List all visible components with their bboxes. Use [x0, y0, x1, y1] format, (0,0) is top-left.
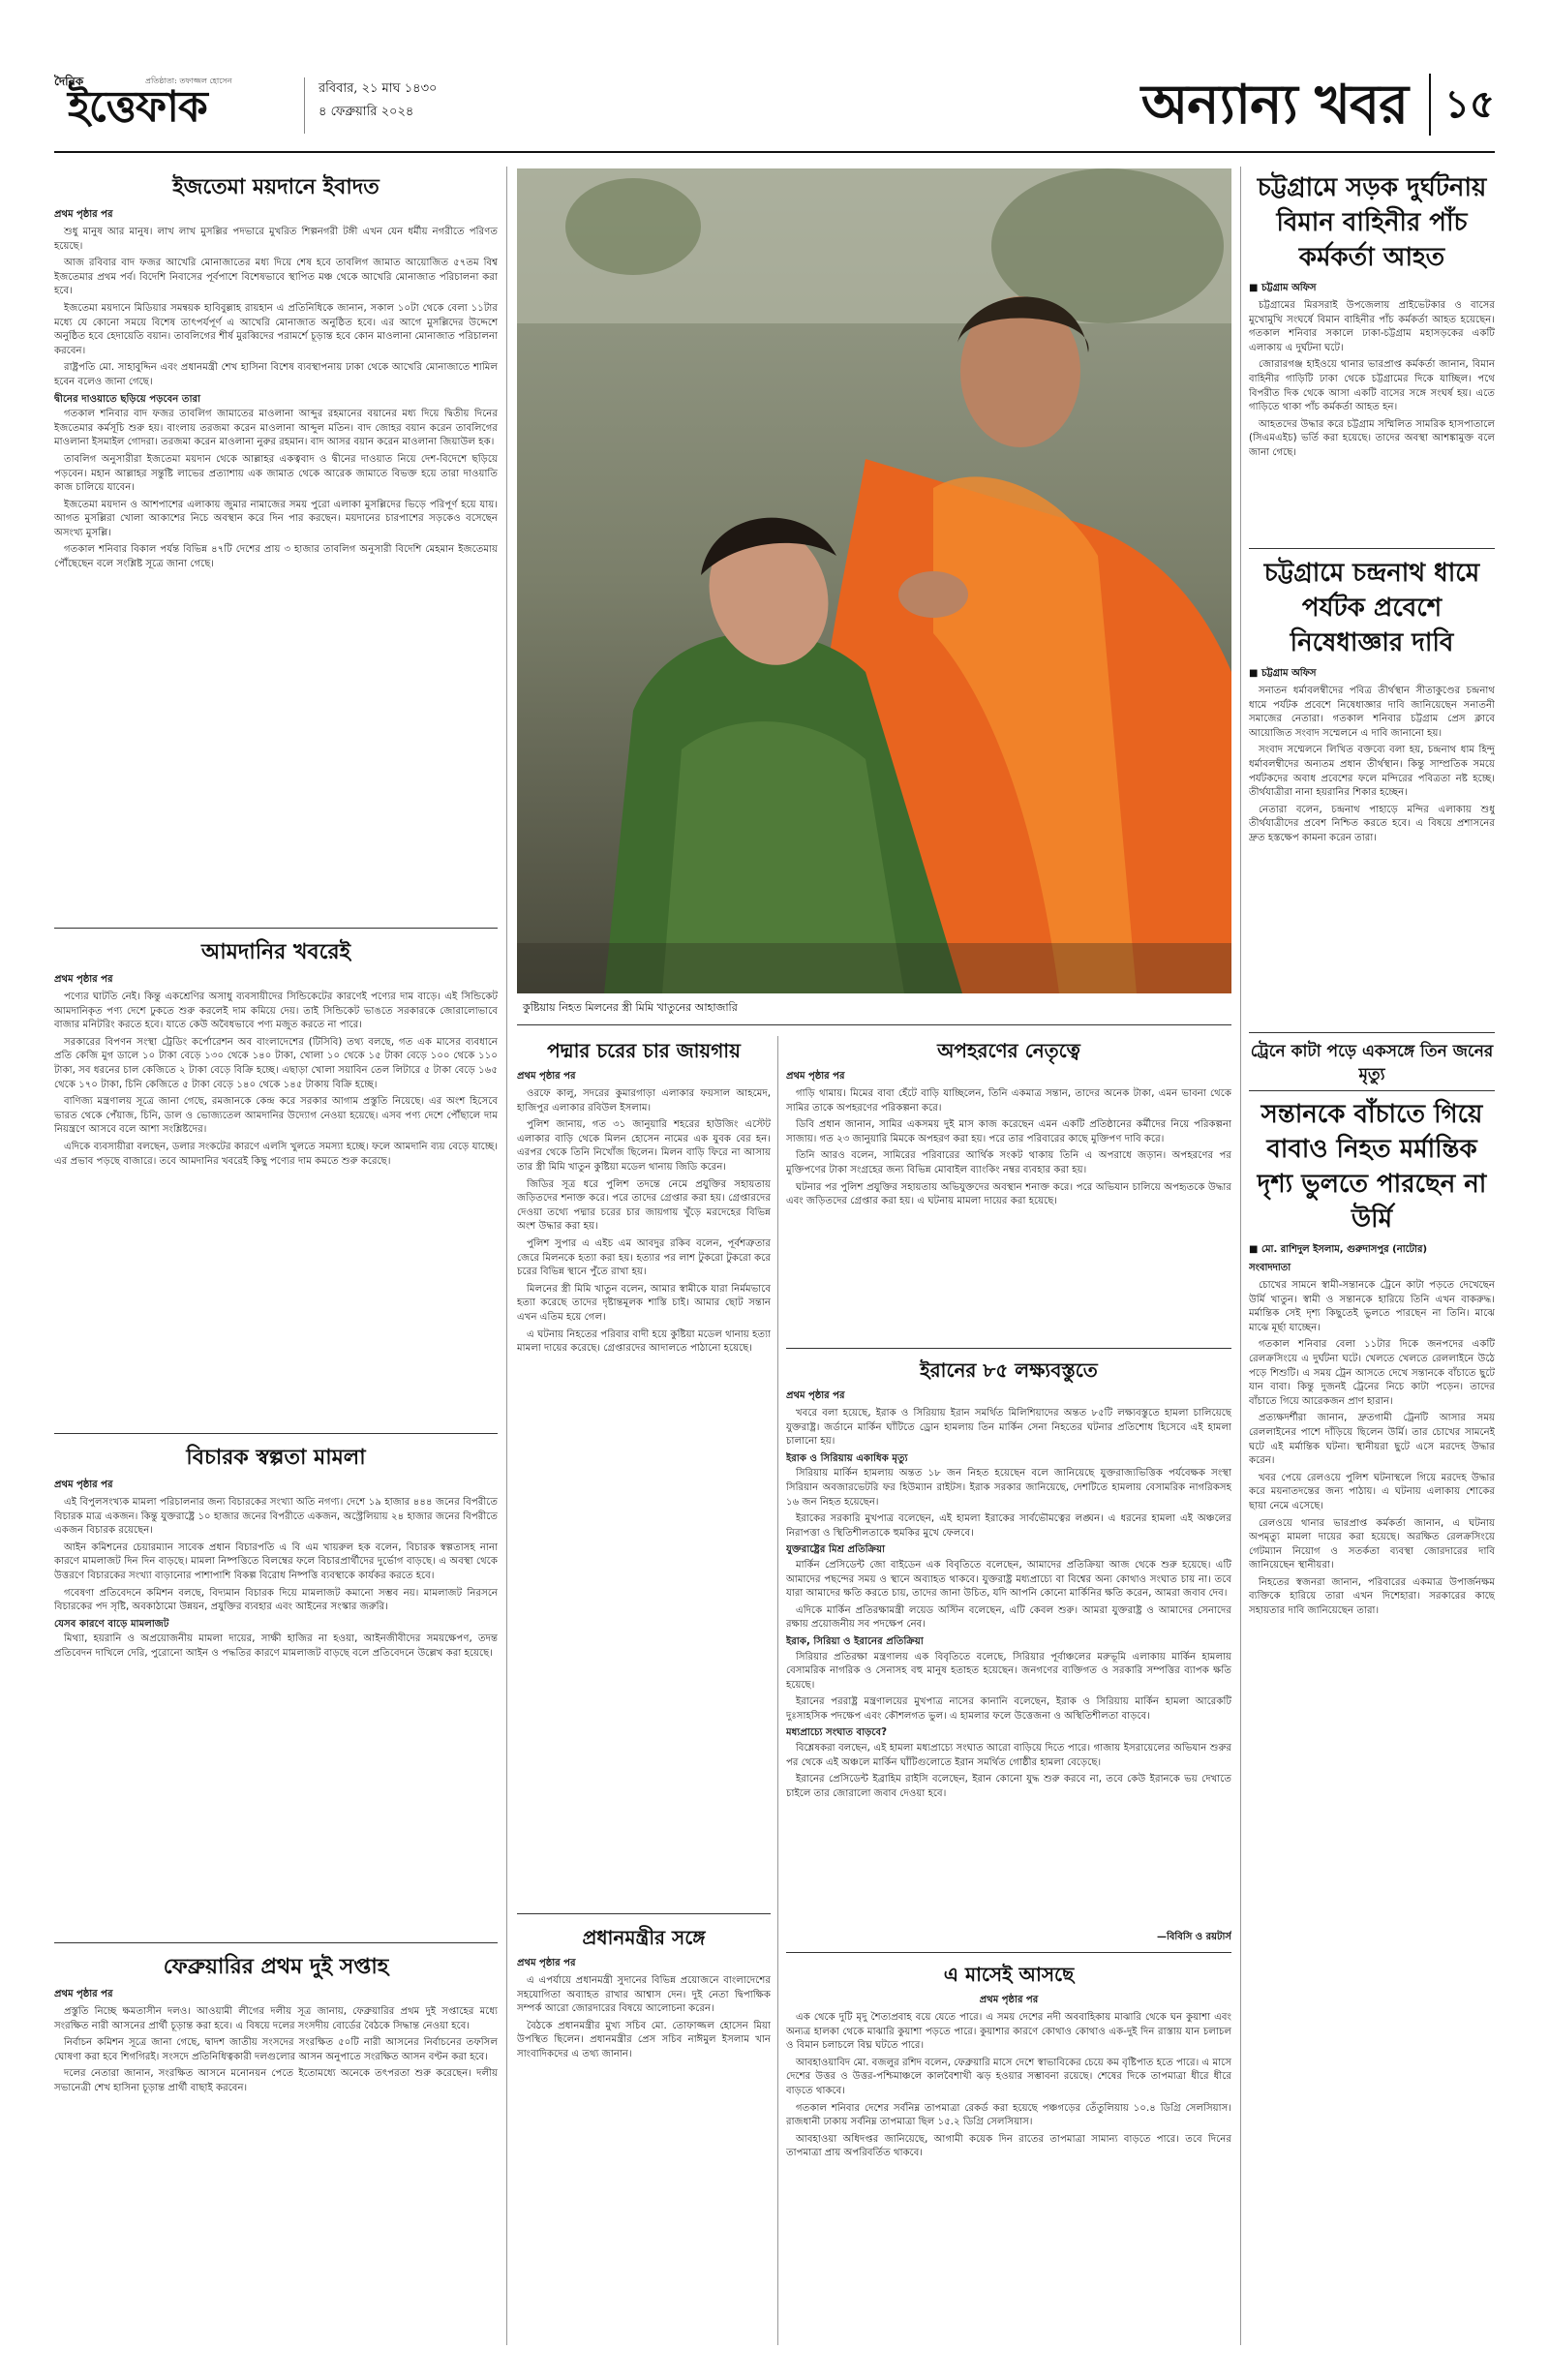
paragraph: পুলিশ জানায়, গত ৩১ জানুয়ারি শহরের হাউজিং এস্টেট এলাকার বাড়ি থেকে মিলন হোসেন নামের এক যুবক বের হন। এরপর থেকে তিনি নিখোঁজ ছিলেন। মিলন বাড়ি ফিরে না আসায় তার স্ত্রী মিমি খাতুন কুষ্টিয়া মডেল থানায় জিডি করেন।	[517, 1119, 771, 1173]
article-body	[54, 2005, 498, 2096]
paragraph: সরকারের বিপণন সংস্থা ট্রেডিং কর্পোরেশন অব বাংলাদেশের (টিসিবি) তথ্য বলছে, গত এক মাসের ব্যবধানে প্রতি কেজি মুগ ডালে ১০ টাকা বেড়ে ১৩০ থেকে ১৪০ টাকা, খোলা ১০ থেকে ১৫ টাকা বেড়ে ১০০ থেকে ১১০ টাকা, সব ধরনের চাল কেজিতে ২ টাকা বেড়ে বিক্রি হচ্ছে। এছাড়া খোলা সয়াবিন তেল লিটারে ৫ টাকা বেড়ে ১৬৫ থেকে ১৭০ টাকা, চিনি কেজিতে ৫ টাকা বেড়ে ১৪০ থেকে ১৪৫ টাকায় বিক্রি হচ্ছে।	[54, 1036, 498, 1090]
paragraph: মিলনের স্ত্রী মিমি খাতুন বলেন, আমার স্বামীকে যারা নির্মমভাবে হত্যা করেছে তাদের দৃষ্টান্তমূলক শাস্তি চাই। আমার ছোট সন্তান এখন এতিম হয়ে গেল।	[517, 1283, 771, 1323]
continuation-label: প্রথম পৃষ্ঠার পর	[786, 1390, 845, 1401]
paragraph: গতকাল শনিবার বাদ ফজর তাবলিগ জামাতের মাওলানা আব্দুর রহমানের বয়ানের মধ্য দিয়ে দ্বিতীয় দিনের ইজতেমার কর্মসূচি শুরু হয়। বাংলায় তরজমা করেন মাওলানা আব্দুল মতিন। বাদ জোহর বয়ান করেন তাবলিগের মাওলানা ইসমাইল গোদরা। তরজমা করেন মাওলানা নুরুর রহমান। বাদ আসর বয়ান করেন মাওলানা জিয়াউল হক।	[54, 409, 498, 448]
paragraph: ইরানের প্রেসিডেন্ট ইব্রাহিম রাইসি বলেছেন, ইরান কোনো যুদ্ধ শুরু করবে না, তবে কেউ ইরানকে ভয় দেখাতে চাইলে তার জোরালো জবাব দেওয়া হবে।	[786, 1774, 1231, 1799]
column-rule	[506, 167, 507, 2345]
headline: ফেব্রুয়ারির প্রথম দুই সপ্তাহ	[163, 1954, 389, 1979]
article-body	[1249, 1279, 1495, 1619]
continuation-label: প্রথম পৃষ্ঠার পর	[54, 974, 113, 985]
news-source: —বিবিসি ও রয়টার্স	[1151, 1930, 1231, 1946]
paragraph: আজ রবিবার বাদ ফজর আখেরি মোনাজাতের মধ্য দিয়ে শেষ হবে তাবলিগ জামাত আয়োজিত ৫৭তম বিশ্ব ইজতেমার প্রথম পর্ব। বিদেশি নিবাসের পূর্বপাশে বিশেষভাবে স্থাপিত মঞ্চ থেকে আখেরি মোনাজাত পরিচালনা করা হবে।	[54, 258, 498, 297]
byline-role: সংবাদদাতা	[1249, 1263, 1291, 1273]
paragraph: বাণিজ্য মন্ত্রণালয় সূত্রে জানা গেছে, রমজানকে কেন্দ্র করে সরকার আগাম প্রস্তুতি নিয়েছে। এর অংশ হিসেবে ভারত থেকে পেঁয়াজ, চিনি, ডাল ও ভোজ্যতেল আমদানির উদ্যোগ নেওয়া হয়েছে। এসব পণ্য দেশে পৌঁছালে দাম নিয়ন্ত্রণে আসবে বলে আশা সংশ্লিষ্টদের।	[54, 1096, 498, 1136]
paragraph: আইন কমিশনের চেয়ারম্যান সাবেক প্রধান বিচারপতি এ বি এম খায়রুল হক বলেন, বিচারক স্বল্পতাসহ নানা কারণে মামলাজট দিন দিন বাড়ছে। মামলা নিষ্পত্তিতে বিলম্বের ফলে বিচারপ্রার্থীদের দুর্ভোগ বাড়ছে। এ অবস্থা থেকে উত্তরণে বিচারকের সংখ্যা বাড়ানোর পাশাপাশি বিকল্প বিরোধ নিষ্পত্তি ব্যবস্থাকে কার্যকর করতে হবে।	[54, 1541, 498, 1581]
date-gregorian: ৪ ফেব্রুয়ারি ২০২৪	[319, 105, 414, 119]
subheading: মধ্যপ্রাচ্যে সংঘাত বাড়বে?	[786, 1727, 888, 1739]
article-body	[786, 2011, 1231, 2161]
article-body	[1249, 299, 1495, 461]
byline-text: চট্টগ্রাম অফিস	[1260, 283, 1317, 293]
paragraph: তিনি আরও বলেন, সামিরের পরিবারের আর্থিক সংকট থাকায় তিনি এ অপরাধে জড়ান। অপহরণের পর মুক্তিপণের টাকা সংগ্রহের জন্য বিভিন্ন মোবাইল ব্যাংকিং নম্বর ব্যবহার করা হয়।	[786, 1150, 1231, 1175]
paragraph: আবহাওয়া অধিদপ্তর জানিয়েছে, আগামী কয়েক দিন রাতের তাপমাত্রা সামান্য বাড়তে পারে। তবে দিনের তাপমাত্রা প্রায় অপরিবর্তিত থাকবে।	[786, 2133, 1231, 2159]
paragraph: ওরফে কালু, সদরের কুমারগাড়া এলাকার ফয়সাল আহমেদ, হাজিপুর এলাকার রবিউল ইসলাম।	[517, 1088, 771, 1114]
headline: প্রধানমন্ত্রীর সঙ্গে	[582, 1926, 706, 1949]
paragraph: প্রত্যক্ষদর্শীরা জানান, দ্রুতগামী ট্রেনটি আসার সময় রেললাইনের পাশে দাঁড়িয়ে ছিলেন উর্মি। তার চোখের সামনেই ঘটে এই মর্মান্তিক ঘটনা। স্থানীয়রা ছুটে এসে মরদেহ উদ্ধার করেন।	[1249, 1413, 1495, 1467]
paragraph: এদিকে মার্কিন প্রতিরক্ষামন্ত্রী লয়েড অস্টিন বলেছেন, এটি কেবল শুরু। আমরা যুক্তরাষ্ট্র ও আমাদের সেনাদের রক্ষায় প্রয়োজনীয় সব পদক্ষেপ নেব।	[786, 1604, 1231, 1631]
paragraph: এই বিপুলসংখ্যক মামলা পরিচালনার জন্য বিচারকের সংখ্যা অতি নগণ্য। দেশে ১৯ হাজার ৪৪৪ জনের বিপরীতে বিচারক মাত্র একজন। কিন্তু যুক্তরাষ্ট্রে ১০ হাজার জনের বিপরীতে একজন, অস্ট্রেলিয়ায় ২৪ হাজার জনের বিপরীতে একজন বিচারক রয়েছেন।	[54, 1497, 498, 1537]
continuation-label: প্রথম পৃষ্ঠার পর	[979, 1995, 1039, 2005]
article-divider	[1249, 548, 1495, 549]
article-divider	[517, 1024, 1231, 1025]
paragraph: আবহাওয়াবিদ মো. বজলুর রশিদ বলেন, ফেব্রুয়ারি মাসে দেশে স্বাভাবিকের চেয়ে কম বৃষ্টিপাত হতে পারে। এ মাসে দেশের উত্তর ও উত্তর-পশ্চিমাঞ্চলে কালবৈশাখী ঝড় হওয়ার সম্ভাবনা রয়েছে। শেষের দিকে তাপমাত্রা ধীরে ধীরে বাড়তে থাকবে।	[786, 2057, 1231, 2096]
logo-prefix: দৈনিক	[54, 75, 84, 88]
continuation-label: প্রথম পৃষ্ঠার পর	[54, 1480, 113, 1490]
section-title: অন্যান্য খবর	[1140, 73, 1408, 137]
paragraph: সিরিয়ার প্রতিরক্ষা মন্ত্রণালয় এক বিবৃতিতে বলেছে, সিরিয়ার পূর্বাঞ্চলের মরুভূমি এলাকায় মার্কিন হামলায় বেসামরিক নাগরিক ও সেনাসহ বহু মানুষ হতাহত হয়েছেন। জনগণের ব্যক্তিগত ও সরকারি সম্পত্তির ব্যাপক ক্ষতি হয়েছে।	[786, 1651, 1231, 1691]
logo-title: ইত্তেফাক	[68, 82, 207, 132]
byline: ■ চট্টগ্রাম অফিস	[1249, 668, 1317, 679]
article-body	[517, 1974, 771, 2062]
article-body	[54, 226, 498, 572]
subheading: যুক্তরাষ্ট্রের মিশ্র প্রতিক্রিয়া	[786, 1544, 886, 1556]
article-body	[1249, 685, 1495, 846]
continuation-label: প্রথম পৃষ্ঠার পর	[786, 1071, 845, 1082]
byline-text: চট্টগ্রাম অফিস	[1260, 668, 1317, 679]
subheading: দ্বীনের দাওয়াতে ছড়িয়ে পড়বেন তারা	[54, 393, 201, 405]
headline: আমদানির খবরেই	[200, 939, 351, 964]
logo-tagline: প্রতিষ্ঠাতা: তফাজ্জল হোসেন	[145, 76, 232, 85]
paragraph: গাড়ি থামায়। মিমের বাবা হেঁটে বাড়ি যাচ্ছিলেন, তিনি একমাত্র সন্তান, তাদের অনেক টাকা, এমন ভাবনা থেকে সামির তাকে অপহরণের পরিকল্পনা করে।	[786, 1088, 1231, 1114]
date-bengali: রবিবার, ২১ মাঘ ১৪৩০	[319, 81, 438, 96]
newspaper-logo	[54, 74, 287, 136]
article-divider	[1249, 1032, 1495, 1033]
article-body	[54, 1496, 498, 1662]
paragraph: দলের নেতারা জানান, সংরক্ষিত আসনে মনোনয়ন পেতে ইতোমধ্যে অনেকে তৎপরতা শুরু করেছেন। দলীয় সভানেত্রী শেখ হাসিনা চূড়ান্ত প্রার্থী বাছাই করবেন।	[54, 2068, 498, 2093]
paragraph: নেতারা বলেন, চন্দ্রনাথ পাহাড়ে মন্দির এলাকায় শুধু তীর্থযাত্রীদের প্রবেশ নিশ্চিত করতে হবে। এ বিষয়ে প্রশাসনের দ্রুত হস্তক্ষেপ কামনা করেন তারা।	[1249, 804, 1495, 843]
paragraph: পণ্যের ঘাটতি নেই। কিন্তু একশ্রেণির অসাধু ব্যবসায়ীদের সিন্ডিকেটের কারণেই পণ্যের দাম বাড়ে। এই সিন্ডিকেট আমদানিকৃত পণ্য দেশে ঢুকতে শুরু করলেই দাম কমিয়ে দেয়। তাই সিন্ডিকেট ভাঙতে সরকারকে জোরালোভাবে বাজার মনিটরিং করতে হবে। যাতে কেউ অবৈধভাবে পণ্য মজুত করতে না পারে।	[54, 992, 498, 1031]
paragraph: জিডির সূত্র ধরে পুলিশ তদন্তে নেমে প্রযুক্তির সহায়তায় জড়িতদের শনাক্ত করে। পরে তাদের গ্রেপ্তার করা হয়। গ্রেপ্তারদের দেওয়া তথ্যে পদ্মার চরের চার জায়গায় খুঁড়ে মরদেহের বিভিন্ন অংশ উদ্ধার করা হয়।	[517, 1178, 771, 1233]
article-iran	[786, 1356, 1231, 1946]
headline: বিচারক স্বল্পতা মামলা	[186, 1445, 366, 1470]
masthead	[54, 56, 1495, 153]
paragraph: এক থেকে দুটি মৃদু শৈত্যপ্রবাহ বয়ে যেতে পারে। এ সময় দেশের নদী অববাহিকায় মাঝারি থেকে ঘন কুয়াশা এবং অন্যত্র হালকা থেকে মাঝারি কুয়াশা পড়তে পারে। কুয়াশার কারণে কোথাও কোথাও এক-দুই দিন রাস্তায় যান চলাচল ও বিমান চলাচলে বিঘ্ন ঘটতে পারে।	[786, 2012, 1231, 2052]
paragraph: জোরারগঞ্জ হাইওয়ে থানার ভারপ্রাপ্ত কর্মকর্তা জানান, বিমান বাহিনীর গাড়িটি ঢাকা থেকে চট্টগ্রামের দিকে যাচ্ছিল। পথে বিপরীত দিক থেকে আসা একটি বাসের সঙ্গে সংঘর্ষ হয়। এতে গাড়িতে থাকা পাঁচ কর্মকর্তা আহত হন।	[1249, 359, 1495, 413]
paragraph: নিহতের স্বজনরা জানান, পরিবারের একমাত্র উপার্জনক্ষম ব্যক্তিকে হারিয়ে তারা এখন দিশেহারা। সরকারের কাছে সহায়তার দাবি জানিয়েছেন তারা।	[1249, 1576, 1495, 1617]
news-photo	[517, 168, 1231, 993]
byline: ■ চট্টগ্রাম অফিস	[1249, 283, 1317, 293]
article-body	[517, 1087, 771, 1357]
headline: এ মাসেই আসছে	[943, 1963, 1075, 1986]
article-pm	[517, 1923, 771, 2345]
continuation-label: প্রথম পৃষ্ঠার পর	[517, 1071, 576, 1082]
paragraph: গতকাল শনিবার দেশের সর্বনিম্ন তাপমাত্রা রেকর্ড করা হয়েছে পঞ্চগড়ের তেঁতুলিয়ায় ১০.৪ ডিগ্রি সেলসিয়াস। রাজধানী ঢাকায় সর্বনিম্ন তাপমাত্রা ছিল ১৫.২ ডিগ্রি সেলসিয়াস।	[786, 2102, 1231, 2128]
headline: পদ্মার চরের চার জায়গায়	[547, 1039, 741, 1062]
paragraph: ইজতেমা ময়দান ও আশপাশের এলাকায় জুমার নামাজের সময় পুরো এলাকা মুসল্লিদের ভিড়ে পরিপূর্ণ হয়ে যায়। আগত মুসল্লিরা খোলা আকাশের নিচে অবস্থান করে দিন পার করছেন। ময়দানের চারপাশের সড়কেও বসেছেন অসংখ্য মুসল্লি।	[54, 499, 498, 538]
paragraph: বৈঠকে প্রধানমন্ত্রীর মুখ্য সচিব মো. তোফাজ্জল হোসেন মিয়া উপস্থিত ছিলেন। প্রধানমন্ত্রীর প্রেস সচিব নাঈমুল ইসলাম খান সাংবাদিকদের এ তথ্য জানান।	[517, 2020, 771, 2060]
paragraph: মিথ্যা, হয়রানি ও অপ্রয়োজনীয় মামলা দায়ের, সাক্ষী হাজির না হওয়া, আইনজীবীদের সময়ক্ষেপণ, তদন্ত প্রতিবেদন দাখিলে দেরি, পুরোনো আইন ও পদ্ধতির কারণে মামলাজট বাড়ছে বলে প্রতিবেদনে উল্লেখ করা হয়েছে।	[54, 1633, 498, 1659]
paragraph: বিশ্লেষকরা বলছেন, এই হামলা মধ্যপ্রাচ্যে সংঘাত আরো বাড়িয়ে দিতে পারে। গাজায় ইসরায়েলের অভিযান শুরুর পর থেকে এই অঞ্চলে মার্কিন ঘাঁটিগুলোতে ইরান সমর্থিত গোষ্ঠীর হামলা বেড়েছে।	[786, 1743, 1231, 1768]
paragraph: ইরাকের সরকারি মুখপাত্র বলেছেন, এই হামলা ইরাকের সার্বভৌমত্বের লঙ্ঘন। এ ধরনের হামলা এই অঞ্চলের নিরাপত্তা ও স্থিতিশীলতাকে হুমকির মুখে ফেলবে।	[786, 1513, 1231, 1539]
article-divider	[54, 928, 498, 929]
paragraph: ইরানের পররাষ্ট্র মন্ত্রণালয়ের মুখপাত্র নাসের কানানি বলেছেন, ইরাক ও সিরিয়ায় মার্কিন হামলা আরেকটি দুঃসাহসিক পদক্ষেপ এবং কৌশলগত ভুল। এ হামলার ফলে উত্তেজনা ও অস্থিতিশীলতা বাড়বে।	[786, 1696, 1231, 1722]
date-block	[304, 77, 437, 134]
paragraph: ডিবি প্রধান জানান, সামির একসময় দুই মাস কাজ করেছেন এমন একটি প্রতিষ্ঠানের কর্মীদের নিয়ে পরিকল্পনা সাজায়। গত ২৩ জানুয়ারি মিমকে অপহরণ করা হয়। পরে তার পরিবারের কাছে মুক্তিপণ দাবি করে।	[786, 1119, 1231, 1144]
article-train	[1249, 1040, 1495, 2345]
article-judges	[54, 1441, 498, 1937]
paragraph: চোখের সামনে স্বামী-সন্তানকে ট্রেনে কাটা পড়তে দেখেছেন উর্মি খাতুন। স্বামী ও সন্তানকে হারিয়ে তিনি এখন বাকরুদ্ধ। মর্মান্তিক সেই দৃশ্য কিছুতেই ভুলতে পারছেন না তিনি। মাঝে মাঝে মূর্ছা যাচ্ছেন।	[1249, 1280, 1495, 1333]
article-february	[54, 1950, 498, 2345]
paragraph: প্রস্তুতি নিচ্ছে ক্ষমতাসীন দলও। আওয়ামী লীগের দলীয় সূত্র জানায়, ফেব্রুয়ারির প্রথম দুই সপ্তাহের মধ্যে সংরক্ষিত নারী আসনের প্রার্থী চূড়ান্ত করা হবে। এ বিষয়ে দলের সংসদীয় বোর্ডের বৈঠকে সিদ্ধান্ত নেওয়া হবে।	[54, 2006, 498, 2031]
article-ijtema	[54, 170, 498, 920]
paragraph: রেলওয়ে থানার ভারপ্রাপ্ত কর্মকর্তা জানান, এ ঘটনায় অপমৃত্যু মামলা দায়ের করা হয়েছে। অরক্ষিত রেলক্রসিংয়ে গেটম্যান নিয়োগ ও সতর্কতা ব্যবস্থা জোরদারের দাবি জানিয়েছেন স্থানীয়রা।	[1249, 1517, 1495, 1571]
byline-text: মো. রাশিদুল ইসলাম, গুরুদাসপুর (নাটোর)	[1260, 1244, 1428, 1255]
paragraph: সিরিয়ায় মার্কিন হামলায় অন্তত ১৮ জন নিহত হয়েছেন বলে জানিয়েছে যুক্তরাজ্যভিত্তিক পর্যবেক্ষক সংস্থা সিরিয়ান অবজারভেটরি ফর হিউম্যান রাইটস। ইরাক সরকার জানিয়েছে, দেশটিতে হামলায় বেসামরিক নাগরিকসহ ১৬ জন নিহত হয়েছেন।	[786, 1468, 1231, 1508]
column-rule	[777, 1036, 778, 2345]
photo-mourning-woman	[517, 168, 1231, 993]
paragraph: খবরে বলা হয়েছে, ইরাক ও সিরিয়ায় ইরান সমর্থিত মিলিশিয়াদের অন্তত ৮৫টি লক্ষ্যবস্তুতে হামলা চালিয়েছে যুক্তরাষ্ট্র। জর্ডানে মার্কিন ঘাঁটিতে ড্রোন হামলায় তিন মার্কিন সেনা নিহতের ঘটনার প্রতিশোধ হিসেবে এই হামলা চালানো হয়।	[786, 1408, 1231, 1448]
headline: ইরানের ৮৫ লক্ষ্যবস্তুতে	[920, 1358, 1098, 1382]
headline: ইজতেমা ময়দানে ইবাদত	[172, 174, 380, 199]
article-chandranath	[1249, 556, 1495, 1026]
article-padma	[517, 1036, 771, 1907]
article-divider	[54, 1942, 498, 1943]
paragraph: তাবলিগ অনুসারীরা ইজতেমা ময়দান থেকে আল্লাহর একত্ববাদ ও দ্বীনের দাওয়াত নিয়ে দেশ-বিদেশে ছড়িয়ে পড়বেন। মহান আল্লাহর সন্তুষ্টি লাভের প্রত্যাশায় এক জামাত থেকে আরেক জামাতে বিভক্ত হয়ে তারা দাওয়াতি কাজ চালিয়ে যাবেন।	[54, 453, 498, 494]
paragraph: এ এপর্যায়ে প্রধানমন্ত্রী সুদানের বিভিন্ন প্রয়োজনে বাংলাদেশের সহযোগিতা অব্যাহত রাখার আশ্বাস দেন। দুই নেতা দ্বিপাক্ষিক সম্পর্ক আরো জোরদারের বিষয়ে আলোচনা করেন।	[517, 1975, 771, 2015]
headline: সন্তানকে বাঁচাতে গিয়ে বাবাও নিহত মর্মান্তিক দৃশ্য ভুলতে পারছেন না উর্মি	[1257, 1100, 1487, 1234]
paragraph: খবর পেয়ে রেলওয়ে পুলিশ ঘটনাস্থলে গিয়ে মরদেহ উদ্ধার করে ময়নাতদন্তের জন্য পাঠায়। এ ঘটনায় এলাকায় শোকের ছায়া নেমে এসেছে।	[1249, 1472, 1495, 1511]
paragraph: এদিকে ব্যবসায়ীরা বলছেন, ডলার সংকটের কারণে এলসি খুলতে সমস্যা হচ্ছে। ফলে আমদানি ব্যয় বেড়ে যাচ্ছে। এর প্রভাব পড়ছে বাজারে। তবে আমদানির খবরেই কিছু পণ্যের দাম কমতে শুরু করেছে।	[54, 1141, 498, 1167]
paragraph: নির্বাচন কমিশন সূত্রে জানা গেছে, দ্বাদশ জাতীয় সংসদের সংরক্ষিত ৫০টি নারী আসনের নির্বাচনের তফসিল ঘোষণা করা হবে শিগগিরই। সংসদে প্রতিনিধিত্বকারী দলগুলোর আসন অনুপাতে সংরক্ষিত আসন বণ্টন করা হবে।	[54, 2037, 498, 2062]
byline: ■ মো. রাশিদুল ইসলাম, গুরুদাসপুর (নাটোর)	[1249, 1244, 1428, 1255]
paragraph: মার্কিন প্রেসিডেন্ট জো বাইডেন এক বিবৃতিতে বলেছেন, আমাদের প্রতিক্রিয়া আজ থেকে শুরু হয়েছে। এটি আমাদের পছন্দের সময় ও স্থানে অব্যাহত থাকবে। যুক্তরাষ্ট্র মধ্যপ্রাচ্যে বা বিশ্বের অন্য কোথাও সংঘাত চায় না। তবে যারা আমাদের ক্ষতি করতে চায়, তাদের জানা উচিত, যদি আপনি কোনো মার্কিনির ক্ষতি করেন, আমরা জবাব দেব।	[786, 1559, 1231, 1600]
paragraph: ঘটনার পর পুলিশ প্রযুক্তির সহায়তায় অভিযুক্তদের অবস্থান শনাক্ত করে। পরে অভিযান চালিয়ে অপহৃতকে উদ্ধার এবং জড়িতদের গ্রেপ্তার করা হয়। এ ঘটনায় মামলা দায়ের করা হয়েছে।	[786, 1181, 1231, 1207]
paragraph: সনাতন ধর্মাবলম্বীদের পবিত্র তীর্থস্থান সীতাকুণ্ডের চন্দ্রনাথ ধামে পর্যটক প্রবেশে নিষেধাজ্ঞার দাবি জানিয়েছেন সনাতনী সমাজের নেতারা। গতকাল শনিবার চট্টগ্রাম প্রেস ক্লাবে আয়োজিত সংবাদ সম্মেলনে এ দাবি জানানো হয়।	[1249, 686, 1495, 739]
article-divider	[517, 1913, 771, 1914]
headline: চট্টগ্রামে সড়ক দুর্ঘটনায় বিমান বাহিনীর পাঁচ কর্মকর্তা আহত	[1257, 173, 1487, 272]
article-body	[786, 1407, 1231, 1801]
paragraph: আহতদের উদ্ধার করে চট্টগ্রাম সম্মিলিত সামরিক হাসপাতালে (সিএমএইচ) ভর্তি করা হয়েছে। তাদের অবস্থা আশঙ্কামুক্ত বলে জানা গেছে।	[1249, 418, 1495, 458]
article-month	[786, 1960, 1231, 2345]
paragraph: গবেষণা প্রতিবেদনে কমিশন বলছে, বিদ্যমান বিচারক দিয়ে মামলাজট কমানো সম্ভব নয়। মামলাজট নিরসনে বিচারকের পদ সৃষ্টি, অবকাঠামো উন্নয়ন, প্রযুক্তির ব্যবহার এবং আইনের সংস্কার জরুরি।	[54, 1587, 498, 1613]
article-imports	[54, 935, 498, 1427]
article-divider	[54, 1433, 498, 1434]
page-number: ১৫	[1429, 74, 1495, 136]
paragraph: গতকাল শনিবার বিকাল পর্যন্ত বিভিন্ন ৪৭টি দেশের প্রায় ৩ হাজার তাবলিগ অনুসারী বিদেশি মেহমান ইজতেমায় পৌঁছেছেন বলে সংশ্লিষ্ট সূত্রে জানা গেছে।	[54, 544, 498, 570]
subheading: যেসব কারণে বাড়ে মামলাজট	[54, 1618, 169, 1630]
article-abduction	[786, 1036, 1231, 1344]
continuation-label: প্রথম পৃষ্ঠার পর	[54, 209, 113, 220]
headline: চট্টগ্রামে চন্দ্রনাথ ধামে পর্যটক প্রবেশে নিষেধাজ্ঞার দাবি	[1263, 559, 1480, 657]
paragraph: রাষ্ট্রপতি মো. সাহাবুদ্দিন এবং প্রধানমন্ত্রী শেখ হাসিনা বিশেষ ব্যবস্থাপনায় ঢাকা থেকে আখেরি মোনাজাতে শামিল হবেন বলেও জানা গেছে।	[54, 362, 498, 387]
paragraph: এ ঘটনায় নিহতের পরিবার বাদী হয়ে কুষ্টিয়া মডেল থানায় হত্যা মামলা দায়ের করেছে। গ্রেপ্তারদের আদালতে পাঠানো হয়েছে।	[517, 1328, 771, 1355]
paragraph: শুধু মানুষ আর মানুষ। লাখ লাখ মুসল্লির পদভারে মুখরিত শিল্পনগরী টঙ্গী এখন যেন ধর্মীয় নগরীতে পরিণত হয়েছে।	[54, 227, 498, 252]
paragraph: চট্টগ্রামের মিরসরাই উপজেলায় প্রাইভেটকার ও বাসের মুখোমুখি সংঘর্ষে বিমান বাহিনীর পাঁচ কর্মকর্তা আহত হয়েছেন। গতকাল শনিবার সকালে ঢাকা-চট্টগ্রাম মহাসড়কের একটি এলাকায় এ দুর্ঘটনা ঘটে।	[1249, 300, 1495, 353]
column-rule	[1240, 167, 1241, 2345]
paragraph: সংবাদ সম্মেলনে লিখিত বক্তব্যে বলা হয়, চন্দ্রনাথ ধাম হিন্দু ধর্মাবলম্বীদের অন্যতম প্রধান তীর্থস্থান। কিন্তু সাম্প্রতিক সময়ে পর্যটকদের অবাধ প্রবেশের ফলে মন্দিরের পবিত্রতা নষ্ট হচ্ছে। তীর্থযাত্রীরা নানা হয়রানির শিকার হচ্ছেন।	[1249, 745, 1495, 799]
continuation-label: প্রথম পৃষ্ঠার পর	[54, 1989, 113, 1999]
photo-caption: কুষ্টিয়ায় নিহত মিলনের স্ত্রী মিমি খাতুনের আহাজারি	[523, 1001, 738, 1014]
article-divider	[786, 1952, 1231, 1953]
paragraph: পুলিশ সুপার এ এইচ এম আবদুর রকিব বলেন, পূর্বশত্রুতার জেরে মিলনকে হত্যা করা হয়। হত্যার পর লাশ টুকরো টুকরো করে চরের বিভিন্ন স্থানে পুঁতে রাখা হয়।	[517, 1237, 771, 1278]
article-divider	[786, 1348, 1231, 1349]
article-ctg-accident	[1249, 170, 1495, 542]
paragraph: ইজতেমা ময়দানে মিডিয়ার সমন্বয়ক হাবিবুল্লাহ রায়হান এ প্রতিনিধিকে জানান, সকাল ১০টা থেকে বেলা ১১টার মধ্যে যে কোনো সময়ে বিশেষ তাৎপর্যপূর্ণ এ আখেরি মোনাজাত অনুষ্ঠিত হবে। এর আগে মুসল্লিদের উদ্দেশে অনুষ্ঠিত হবে হেদায়েতি বয়ান। তাবলিগের শীর্ষ মুরব্বিদের পরামর্শে চূড়ান্ত হবে কোন মাওলানা মোনাজাত পরিচালনা করবেন।	[54, 302, 498, 356]
kicker: ট্রেনে কাটা পড়ে একসঙ্গে তিন জনের মৃত্যু	[1249, 1040, 1495, 1091]
headline: অপহরণের নেতৃত্বে	[937, 1039, 1080, 1062]
paragraph: গতকাল শনিবার বেলা ১১টার দিকে জনপদের একটি রেলক্রসিংয়ে এ দুর্ঘটনা ঘটে। খেলতে খেলতে রেললাইনে উঠে পড়ে শিশুটি। এ সময় ট্রেন আসতে দেখে সন্তানকে বাঁচাতে ছুটে যান বাবা। কিন্তু দুজনই ট্রেনের নিচে কাটা পড়েন। তাদের বাঁচাতে গিয়ে আরেকজন প্রাণ হারান।	[1249, 1339, 1495, 1407]
article-body	[54, 991, 498, 1169]
continuation-label: প্রথম পৃষ্ঠার পর	[517, 1958, 576, 1968]
subheading: ইরাক ও সিরিয়ায় একাধিক মৃত্যু	[786, 1452, 908, 1464]
subheading: ইরাক, সিরিয়া ও ইরানের প্রতিক্রিয়া	[786, 1635, 924, 1647]
article-body	[786, 1087, 1231, 1209]
